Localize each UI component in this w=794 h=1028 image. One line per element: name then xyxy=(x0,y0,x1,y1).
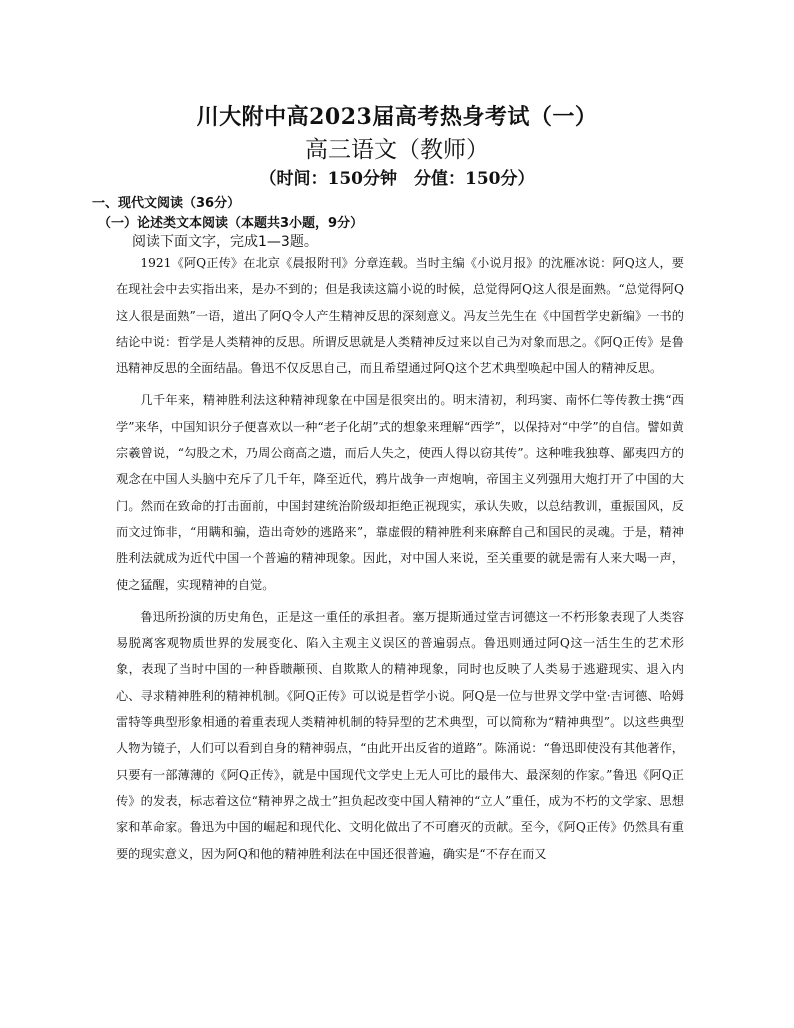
exam-time-score: （时间：150分钟 分值：150分） xyxy=(259,169,535,189)
passage-paragraph-1: 1921《阿Q正传》在北京《晨报附刊》分章连载。当时主编《小说月报》的沈雁冰说：阿Q这人，要在现社会中去实指出来，是办不到的；但是我读这篇小说的时候，总觉得阿Q这人很是面熟。“总觉得阿Q这人很是面熟”一语，道出了阿Q令人产生精神反思的深刻意义。冯友兰先生在《中国哲学史新编》一书的结论中说：哲学是人类精神的反思。所谓反思就是人类精神反过来以自己为对象而思之。《阿Q正传》是鲁迅精神反思的全面结晶。鲁迅不仅反思自己，而且希望通过阿Q这个艺术典型唤起中国人的精神反思。 xyxy=(116,256,684,376)
exam-subtitle: 高三语文（教师） xyxy=(305,137,489,162)
section-heading: 一、现代文阅读（36分） xyxy=(92,196,241,211)
passage-paragraph-3: 鲁迅所扮演的历史角色，正是这一重任的承担者。塞万提斯通过堂吉诃德这一不朽形象表现了人类容易脱离客观物质世界的发展变化、陷入主观主义误区的普遍弱点。鲁迅则通过阿Q这一活生生的艺术形象，表现了当时中国的一种昏聩颟顸、自欺欺人的精神现象，同时也反映了人类易于逃避现实、退入内心、寻求精神胜利的精神机制。《阿Q正传》可以说是哲学小说。阿Q是一位与世界文学中堂·吉诃德、哈姆雷特等典型形象相通的着重表现人类精神机制的特异型的艺术典型，可以简称为“精神典型”。以这些典型人物为镜子，人们可以看到自身的精神弱点，“由此开出反省的道路”。陈涌说：“鲁迅即使没有其他著作，只要有一部薄薄的《阿Q正传》，就是中国现代文学史上无人可比的最伟大、最深刻的作家。”鲁迅《阿Q正传》的发表，标志着这位“精神界之战士”担负起改变中国人精神的“立人”重任，成为不朽的文学家、思想家和革命家。鲁迅为中国的崛起和现代化、文明化做出了不可磨灭的贡献。至今，《阿Q正传》仍然具有重要的现实意义，因为阿Q和他的精神胜利法在中国还很普遍，确实是“不存在而又 xyxy=(116,609,684,861)
subsection-heading: （一）论述类文本阅读（本题共3小题，9分） xyxy=(98,216,364,231)
reading-instruction: 阅读下面文字，完成1—3题。 xyxy=(132,234,318,250)
passage-paragraph-2: 几千年来，精神胜利法这种精神现象在中国是很突出的。明末清初，利玛窦、南怀仁等传教士携“西学”来华，中国知识分子便喜欢以一种“老子化胡”式的想象来理解“西学”，以保持对“中学”的自信。譬如黄宗羲曾说，“勾股之术，乃周公商高之遗，而后人失之，使西人得以窃其传”。这种唯我独尊、鄙夷四方的观念在中国人头脑中充斥了几千年，降至近代，鸦片战争一声炮响，帝国主义列强用大炮打开了中国的大门。然而在致命的打击面前，中国封建统治阶级却拒绝正视现实，承认失败，以总结教训，重振国风，反而文过饰非，“用瞒和骗，造出奇妙的逃路来”，靠虚假的精神胜利来麻醉自己和国民的灵魂。于是，精神胜利法就成为近代中国一个普遍的精神现象。因此，对中国人来说，至关重要的就是需有人来大喝一声，使之猛醒，实现精神的自觉。 xyxy=(116,393,684,592)
reading-passage xyxy=(116,250,684,867)
exam-title: 川大附中高2023届高考热身考试（一） xyxy=(196,104,598,130)
